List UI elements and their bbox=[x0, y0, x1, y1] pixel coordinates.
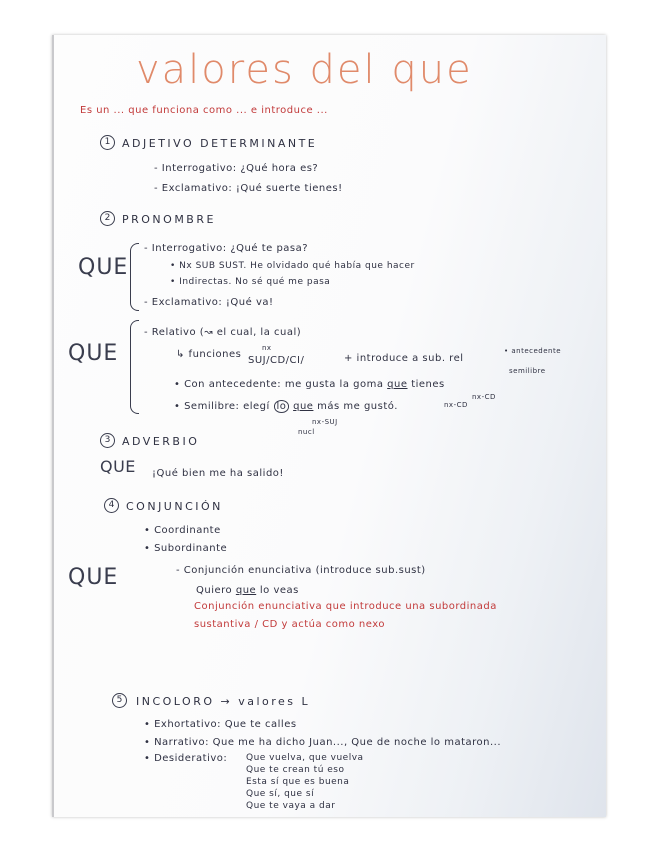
que-label-b: QUE bbox=[68, 341, 119, 366]
s4-que: QUE bbox=[68, 565, 119, 590]
s1-interrogativo: - Interrogativo: ¿Qué hora es? bbox=[154, 163, 319, 174]
s2-funciones-nx: nx bbox=[262, 344, 272, 352]
section-2-heading: PRONOMBRE bbox=[122, 213, 216, 226]
s2-interrogativo: - Interrogativo: ¿Qué te pasa? bbox=[144, 243, 309, 254]
s5-desiderativo-5: Que te vaya a dar bbox=[246, 801, 336, 811]
s5-desiderativo-4: Que sí, que sí bbox=[246, 789, 315, 799]
section-1-heading: ADJETIVO DETERMINANTE bbox=[122, 137, 318, 150]
s2-semilibre-nucl: nucl bbox=[298, 428, 315, 436]
s2-funciones: ↳ funciones bbox=[176, 349, 242, 360]
brace-b bbox=[130, 320, 139, 414]
s3-example: ¡Qué bien me ha salido! bbox=[152, 468, 284, 479]
section-4-number: 4 bbox=[104, 498, 119, 513]
s2-side-note-2: semilibre bbox=[509, 367, 546, 375]
s4-subordinante: • Subordinante bbox=[144, 543, 228, 554]
section-4-heading: CONJUNCIÓN bbox=[126, 500, 223, 513]
s4-red-note-2: sustantiva / CD y actúa como nexo bbox=[194, 619, 385, 630]
section-5-number: 5 bbox=[112, 693, 127, 708]
page-title: valores del que bbox=[136, 47, 473, 93]
s5-desiderativo-2: Que te crean tú eso bbox=[246, 765, 345, 775]
intro-line: Es un ... que funciona como ... e introduce ... bbox=[80, 105, 328, 116]
s2-relativo: - Relativo (↝ el cual, la cual) bbox=[144, 327, 302, 338]
s5-desiderativo-label: • Desiderativo: bbox=[144, 753, 228, 764]
section-3-heading: ADVERBIO bbox=[122, 435, 200, 448]
s2-semilibre-nx: nx-CD bbox=[444, 401, 468, 409]
s2-indirectas: • Indirectas. No sé qué me pasa bbox=[170, 277, 331, 287]
s5-narrativo: • Narrativo: Que me ha dicho Juan..., Que de noche lo mataron... bbox=[144, 737, 502, 748]
s4-enunciativa: - Conjunción enunciativa (introduce sub.sust) bbox=[176, 565, 426, 576]
s2-exclamativo: - Exclamativo: ¡Qué va! bbox=[144, 297, 274, 308]
que-label-a: QUE bbox=[78, 255, 129, 280]
s2-con-ante-nx: nx-CD bbox=[472, 393, 496, 401]
brace-a bbox=[130, 243, 139, 311]
s4-coordinante: • Coordinante bbox=[144, 525, 221, 536]
notebook-page bbox=[52, 35, 606, 817]
s2-nx-sub-sust: • Nx SUB SUST. He olvidado qué había que hacer bbox=[170, 261, 415, 271]
s2-side-note-1: • antecedente bbox=[504, 347, 562, 355]
s5-desiderativo-1: Que vuelva, que vuelva bbox=[246, 753, 364, 763]
s4-red-note-1: Conjunción enunciativa que introduce una subordinada bbox=[194, 601, 497, 612]
section-1-number: 1 bbox=[100, 135, 115, 150]
section-2-number: 2 bbox=[100, 211, 115, 226]
s3-que: QUE bbox=[100, 457, 136, 476]
s1-exclamativo: - Exclamativo: ¡Qué suerte tienes! bbox=[154, 183, 343, 194]
s5-exhortativo: • Exhortativo: Que te calles bbox=[144, 719, 297, 730]
s2-funciones-list: SUJ/CD/CI/ bbox=[248, 355, 305, 366]
section-3-number: 3 bbox=[100, 433, 115, 448]
section-5-heading: INCOLORO → valores L bbox=[136, 695, 311, 708]
s2-semilibre: • Semilibre: elegí lo que más me gustó. bbox=[174, 401, 398, 412]
s4-example: Quiero que lo veas bbox=[196, 585, 299, 596]
s2-semilibre-sub: nx-SUJ bbox=[312, 418, 338, 426]
s5-desiderativo-3: Esta sí que es buena bbox=[246, 777, 350, 787]
s2-funciones-post: + introduce a sub. rel bbox=[344, 353, 464, 364]
s2-con-antecedente: • Con antecedente: me gusta la goma que tienes bbox=[174, 379, 445, 390]
